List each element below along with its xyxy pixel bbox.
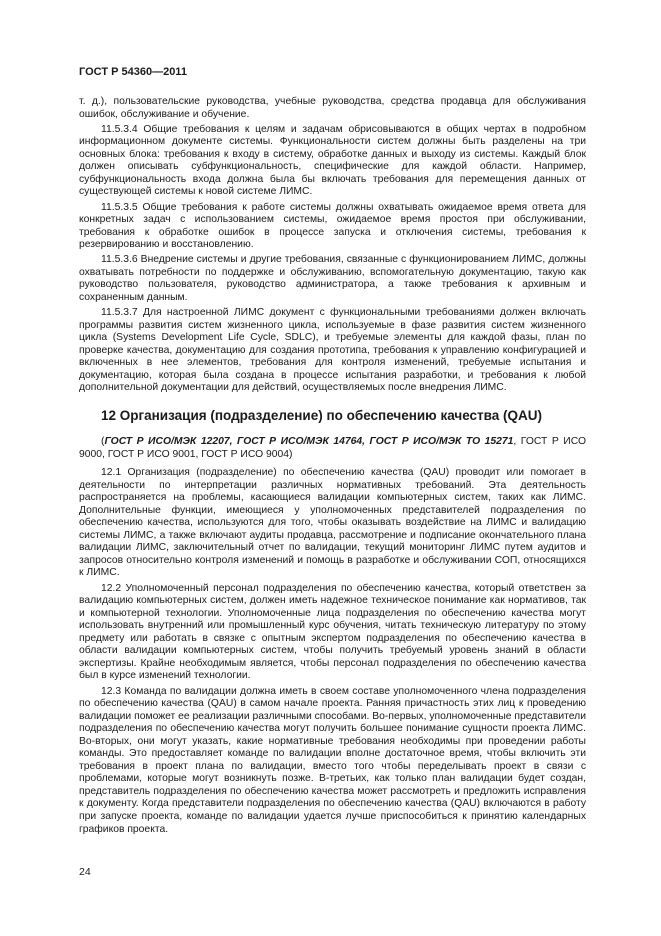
page-number: 24 [79,866,91,878]
refs-open-paren: ( [101,435,105,447]
section-title: 12 Организация (подразделение) по обеспечению качества (QAU) [101,407,543,423]
paragraph-12-2: 12.2 Уполномоченный персонал подразделения по обеспечению качества, который ответствен за валидацию компьютерных систем, должен иметь надежное техническое понимание как нормативов, так и компьютерной технологии. Уполномоченные лица подразделения по обеспечению качества могут использовать внутренний или промышленный курс обучения, читать техническую литературу по этому предмету или работать в связке с опытным экспертом подразделения по обеспечению качества в области валидации компьютерных систем, чтобы получить требуемый уровень знаний в области экспертизы. Крайне необходимым является, чтобы персонал подразделения по обеспечению качества был в курсе изменений технологии. [79,582,586,682]
paragraph-11-5-3-7: 11.5.3.7 Для настроенной ЛИМС документ с функциональными требованиями должен включать программы развития систем жизненного цикла, используемые в фазе развития систем жизненного цикла (Systems Development Life Cycle, SDLC), и требуемые элементы для каждой фазы, план по проверке качества, документацию для создания прототипа, требования к управлению конфигурацией и включенных в нее элементов, требования для контроля изменений, требуемые испытания и документацию, которая была создана в процессе испытания разработки, и требования к любой дополнительной документации для действий, осуществляемых после внедрения ЛИМС. [79,307,586,394]
section-references [79,436,586,461]
paragraph-11-5-3-6: 11.5.3.6 Внедрение системы и другие требования, связанные с функционированием ЛИМС, должны охватывать потребности по поддержке и обслуживанию, вспомогательную документацию, такую как руководство пользователя, руководство администратора, а также требования к архивным и сохраненным данным. [79,254,586,303]
body-text [79,96,586,839]
paragraph-11-5-3-4: 11.5.3.4 Общие требования к целям и задачам обрисовываются в общих чертах в подробном информационном документе системы. Функциональности систем должны быть разделены на три основных блока: требования к входу в систему, обработке данных и выходу из системы. Каждый блок должен описывать субфункциональность, специфические для каждой области. Например, субфункциональность входа должна была бы включать требования для перемещения данных от существующей системы к новой системе ЛИМС. [79,123,586,198]
page-header: ГОСТ Р 54360—2011 [79,66,187,78]
refs-bold: ГОСТ Р ИСО/МЭК 12207, ГОСТ Р ИСО/МЭК 14764, ГОСТ Р ИСО/МЭК ТО 15271 [104,435,514,447]
refs-rest: , ГОСТ Р ИСО 9000, ГОСТ Р ИСО 9001, ГОСТ Р ИСО 9004) [79,435,586,460]
paragraph-continuation: т. д.), пользовательские руководства, учебные руководства, средства продавца для обслуживания ошибок, обслуживание и обучение. [79,96,586,120]
paragraph-12-1: 12.1 Организация (подразделение) по обеспечению качества (QAU) проводит или помогает в деятельности по интерпретации различных нормативных требований. Эта деятельность распространяется на проблемы, касающиеся валидации компьютерных систем, таких как ЛИМС. Дополнительные функции, имеющиеся у уполномоченных представителей подразделения по обеспечению качества, используются для того, чтобы оказывать воздействие на ЛИМС и валидацию системы ЛИМС, а также включают аудиты продавца, рассмотрение и подписание окончательного плана валидации ЛИМС, заключительный отчет по валидации, текущий мониторинг ЛИМС путем аудитов и запросов относительно контроля изменений и помощь в разработке и обслуживании СОП, относящихся к ЛИМС. [79,467,586,579]
paragraph-12-3: 12.3 Команда по валидации должна иметь в своем составе уполномоченного члена подразделения по обеспечению качества (QAU) в самом начале проекта. Ранняя причастность этих лиц к проведению валидации поможет ее реализации различными способами. Во-первых, уполномоченные представители подразделения по обеспечению качества могут получить большее понимание сущности проекта ЛИМС. Во-вторых, они могут указать, какие нормативные требования необходимы при проведении работы команды. Это предоставляет команде по валидации вполне достаточное время, чтобы включить эти требования в проект плана по валидации, вместо того чтобы переделывать проект в связи с проблемами, которые могут возникнуть позже. В-третьих, как только план валидации будет создан, представитель подразделения по обеспечению качества может рассмотреть и предложить исправления к документу. Когда представители подразделения по обеспечению качества (QAU) включаются в работу при запуске проекта, команде по валидации удается лучше приспособиться к принятию календарных графиков проекта. [79,685,586,835]
paragraph-11-5-3-5: 11.5.3.5 Общие требования к работе системы должны охватывать ожидаемое время ответа для конкретных задач с использованием системы, ожидаемое время простоя при обслуживании, требования к обработке ошибок в процессе запуска и отключения системы, требования к резервированию и восстановлению. [79,201,586,251]
